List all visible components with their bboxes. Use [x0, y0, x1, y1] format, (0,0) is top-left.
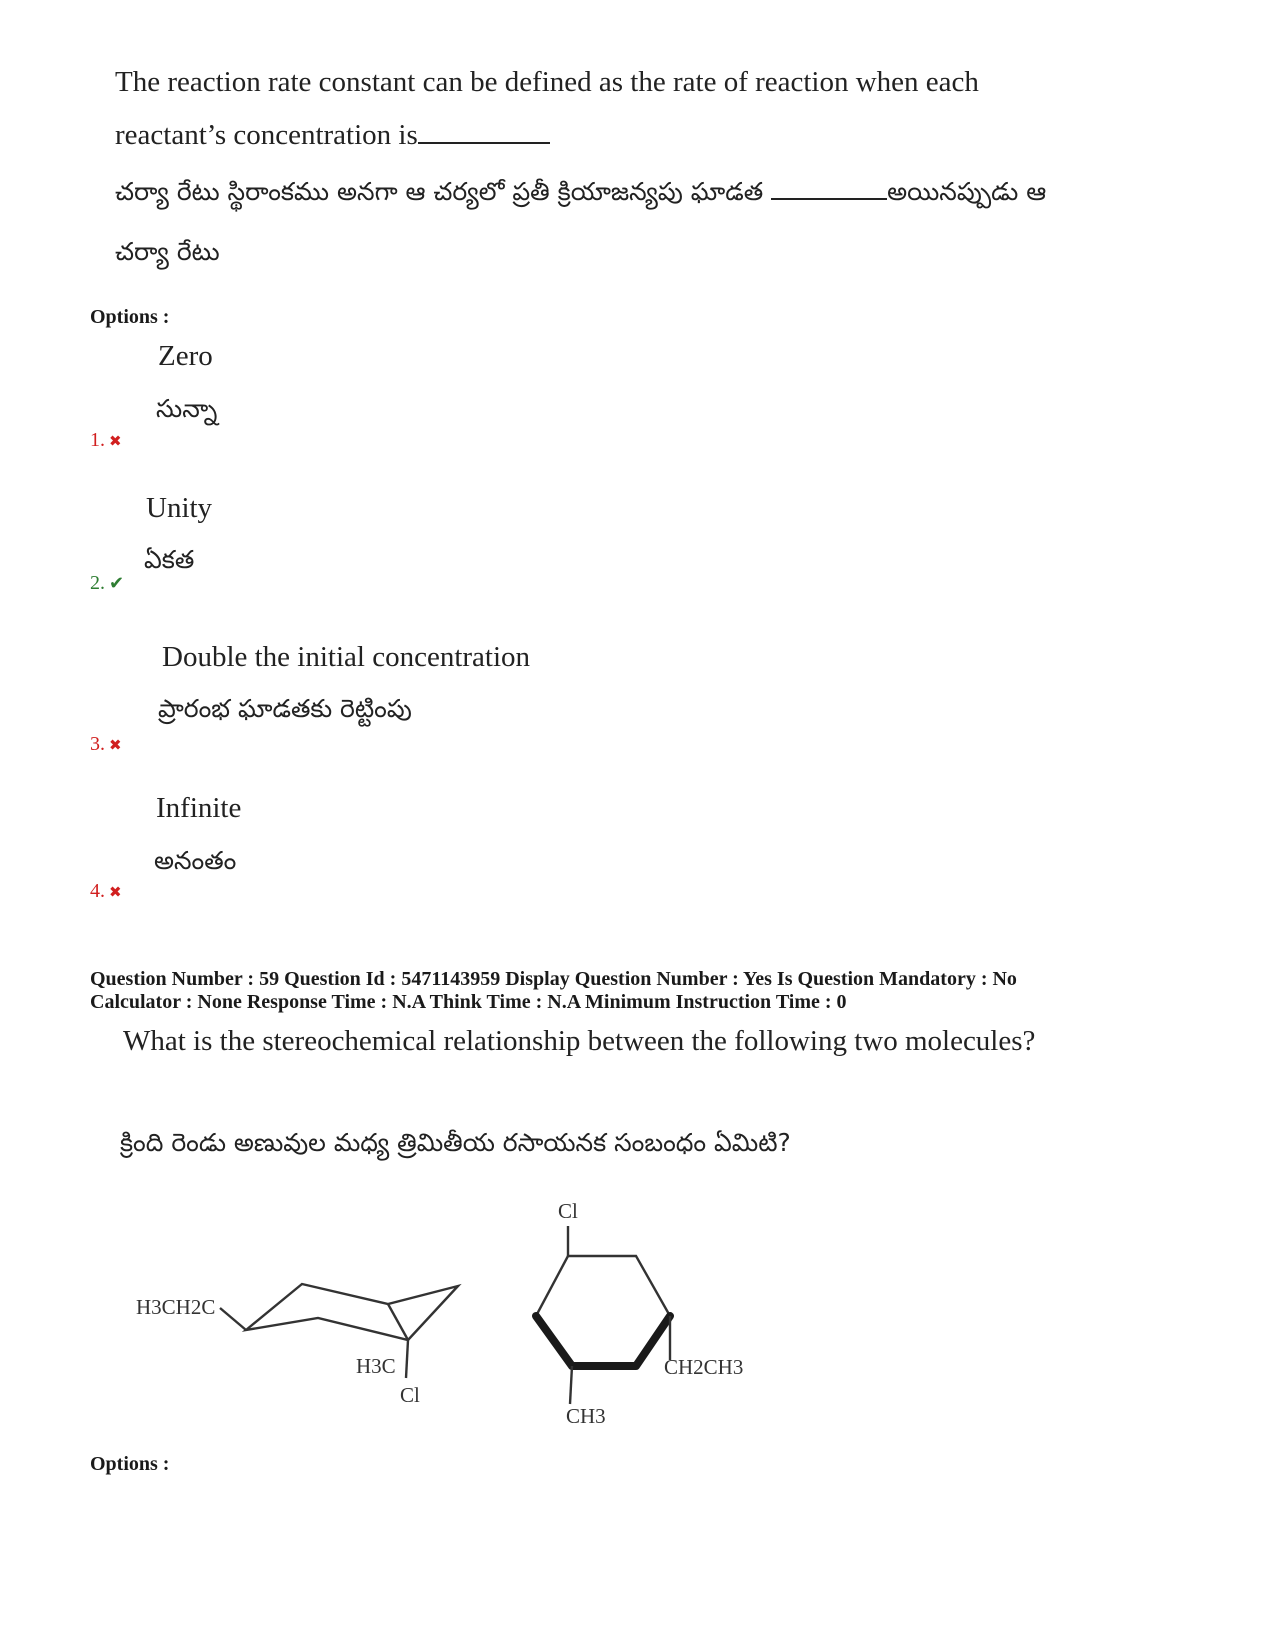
molecule-2-hexagon: [536, 1199, 743, 1428]
molecule-2-cl-label: Cl: [558, 1199, 578, 1223]
question-text-en-line2-text: reactant’s concentration is: [115, 119, 418, 151]
molecule-1-methyl-bond: [388, 1304, 408, 1340]
option-4-text-te: అనంతం: [154, 846, 237, 875]
molecule-2-ring-bold-front: [536, 1316, 670, 1366]
option-1-number-label: 1.: [90, 429, 105, 451]
molecule-1-chair-ring: [246, 1284, 458, 1340]
options-label-q59: Options :: [90, 1453, 170, 1475]
question-meta-line1: Question Number : 59 Question Id : 5471143959 Display Question Number : Yes Is Question Mandatory : No: [90, 968, 1017, 990]
molecule-1-cl-label: Cl: [400, 1383, 420, 1407]
molecule-2-ring-top: [568, 1256, 670, 1316]
question-meta-line2: Calculator : None Response Time : N.A Think Time : N.A Minimum Instruction Time : 0: [90, 991, 847, 1013]
option-1-text-en: Zero: [158, 340, 213, 372]
molecule-1-cl-bond: [406, 1340, 408, 1378]
option-3-number: [90, 733, 122, 756]
wrong-mark-icon: ✖: [109, 883, 122, 901]
molecule-2-methyl-bond: [570, 1366, 572, 1404]
molecule-1-ethyl-bond: [220, 1308, 246, 1330]
wrong-mark-icon: ✖: [109, 736, 122, 754]
option-4-number: [90, 880, 122, 903]
stereochemistry-figure: [120, 1190, 780, 1440]
question-59-text-en: What is the stereochemical relationship between the following two molecules?: [123, 1025, 1036, 1057]
question-text-en-line2: [115, 118, 550, 152]
option-4-number-label: 4.: [90, 880, 105, 902]
option-1-number: [90, 429, 122, 452]
check-mark-icon: ✔: [109, 573, 125, 594]
question-text-te-line1-part1: చర్యా రేటు స్థిరాంకము అనగా ఆ చర్యలో ప్రతీ క్రియాజన్యపు ఘాడత: [115, 177, 764, 206]
option-3-number-label: 3.: [90, 733, 105, 755]
molecule-1-ethyl-label: H3CH2C: [136, 1295, 216, 1319]
molecule-2-methyl-label: CH3: [566, 1404, 606, 1428]
fill-in-blank-te: [771, 174, 887, 200]
option-2-number: [90, 572, 124, 595]
question-text-te-line1: [115, 174, 1046, 213]
options-label: Options :: [90, 306, 170, 328]
wrong-mark-icon: ✖: [109, 432, 122, 450]
question-text-te-line1-part2: అయినప్పుడు ఆ: [887, 177, 1047, 206]
molecule-1-chair: [136, 1284, 458, 1407]
question-text-te-line2: చర్యా రేటు: [115, 237, 220, 266]
molecule-2-ring-left: [536, 1256, 568, 1316]
option-3-text-en: Double the initial concentration: [162, 641, 531, 673]
option-3-text-te: ప్రారంభ ఘాడతకు రెట్టింపు: [158, 694, 412, 723]
option-4-text-en: Infinite: [156, 792, 242, 824]
question-text-en-line1: The reaction rate constant can be defined as the rate of reaction when each: [115, 66, 979, 98]
option-2-number-label: 2.: [90, 572, 105, 594]
option-2-text-en: Unity: [146, 492, 213, 524]
option-2-text-te: ఏకత: [144, 545, 195, 574]
option-1-text-te: సున్నా: [156, 394, 218, 423]
molecule-1-methyl-label: H3C: [356, 1354, 396, 1378]
question-59-text-te: క్రింది రెండు అణువుల మధ్య త్రిమితీయ రసాయనక సంబంధం ఏమిటి?: [120, 1128, 791, 1157]
fill-in-blank: [418, 118, 550, 144]
molecule-2-ethyl-label: CH2CH3: [664, 1355, 744, 1379]
